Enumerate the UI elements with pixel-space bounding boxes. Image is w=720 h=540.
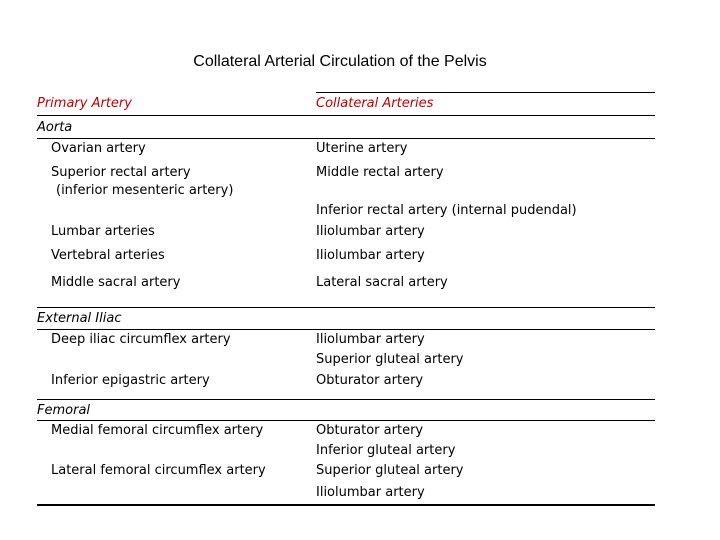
collateral-uterine-artery: Uterine artery bbox=[316, 141, 408, 156]
header-bottom-rule bbox=[37, 115, 655, 116]
collateral-iliolumbar-artery: Iliolumbar artery bbox=[316, 485, 425, 500]
header-collateral-arteries: Collateral Arteries bbox=[316, 96, 434, 111]
section-heading-external-iliac: External Iliac bbox=[37, 311, 122, 326]
collateral-iliolumbar-artery: Iliolumbar artery bbox=[316, 332, 425, 347]
femoral-rule bbox=[37, 420, 655, 421]
primary-ovarian-artery: Ovarian artery bbox=[51, 141, 146, 156]
collateral-superior-gluteal-artery: Superior gluteal artery bbox=[316, 463, 464, 478]
aorta-rule bbox=[37, 138, 655, 139]
primary-middle-sacral-artery: Middle sacral artery bbox=[51, 275, 181, 290]
table-bottom-rule bbox=[37, 504, 655, 506]
external-iliac-rule bbox=[37, 329, 655, 330]
collateral-superior-gluteal-artery: Superior gluteal artery bbox=[316, 352, 464, 367]
primary-deep-iliac-circumflex-artery: Deep iliac circumflex artery bbox=[51, 332, 231, 347]
collateral-lateral-sacral-artery: Lateral sacral artery bbox=[316, 275, 448, 290]
section-heading-femoral: Femoral bbox=[37, 403, 91, 418]
external-iliac-top-rule bbox=[37, 307, 655, 308]
collateral-iliolumbar-artery: Iliolumbar artery bbox=[316, 248, 425, 263]
collateral-inferior-rectal-artery: Inferior rectal artery (internal pudendal) bbox=[316, 203, 577, 218]
primary-superior-rectal-artery: Superior rectal artery bbox=[51, 165, 191, 180]
section-heading-aorta: Aorta bbox=[37, 120, 73, 135]
primary-vertebral-arteries: Vertebral arteries bbox=[51, 248, 165, 263]
collateral-iliolumbar-artery: Iliolumbar artery bbox=[316, 224, 425, 239]
collateral-inferior-gluteal-artery: Inferior gluteal artery bbox=[316, 443, 456, 458]
collateral-obturator-artery: Obturator artery bbox=[316, 373, 424, 388]
page-title: Collateral Arterial Circulation of the Pelvis bbox=[193, 53, 487, 70]
collateral-obturator-artery: Obturator artery bbox=[316, 423, 424, 438]
primary-medial-femoral-circumflex-artery: Medial femoral circumflex artery bbox=[51, 423, 264, 438]
femoral-top-rule bbox=[37, 399, 655, 400]
collateral-middle-rectal-artery: Middle rectal artery bbox=[316, 165, 444, 180]
primary-inferior-epigastric-artery: Inferior epigastric artery bbox=[51, 373, 210, 388]
primary-lateral-femoral-circumflex-artery: Lateral femoral circumflex artery bbox=[51, 463, 266, 478]
primary-lumbar-arteries: Lumbar arteries bbox=[51, 224, 155, 239]
header-primary-artery: Primary Artery bbox=[37, 96, 132, 111]
primary-superior-rectal-artery-note: (inferior mesenteric artery) bbox=[56, 183, 234, 198]
header-top-rule bbox=[316, 92, 655, 93]
